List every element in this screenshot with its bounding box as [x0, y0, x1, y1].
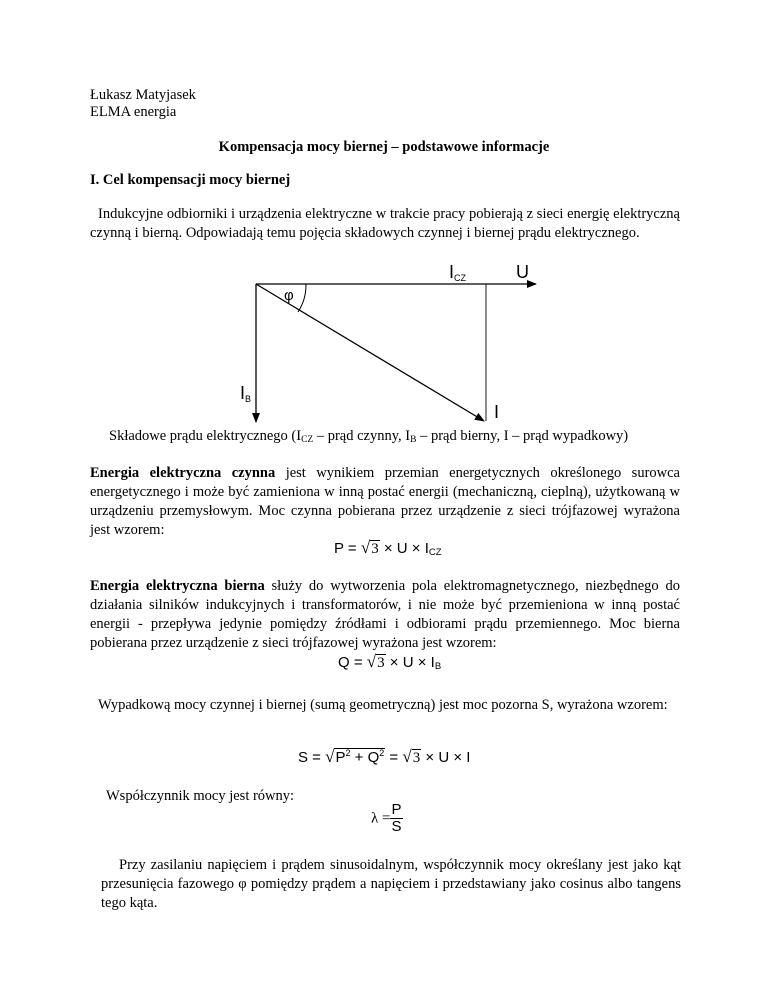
apparent-power-paragraph: Wypadkową mocy czynnej i biernej (sumą geometryczną) jest moc pozorna S, wyrażona wzorem: [98, 697, 668, 713]
label-icz: ICZ [449, 262, 467, 283]
label-phi: φ [284, 287, 294, 304]
label-i: I [494, 402, 500, 422]
diagram-caption: Składowe prądu elektrycznego ($I_{CZ}$ – prąd czynny, $I_B$ – prąd bierny, I – prąd wypadkowy) [109, 428, 629, 445]
current-vector-diagram [240, 258, 560, 430]
formula-apparent-power: $S = √P^2 + Q^2 = √3 \times U \times I$ [298, 747, 471, 766]
label-ib: IB [240, 383, 252, 404]
formula-reactive-power: $Q = √3 \times U \times I_B$ [338, 652, 442, 672]
active-energy-paragraph: Energia elektryczna czynna jest wynikiem przemian energetycznych określonego surowca energetycznego i może być zamieniona w inną postać energii (mechaniczną, cieplną), użytkowaną w urządzeniu przemysłowym. Moc czynna pobierana przez urządzenie z sieci trójfazowej wyrażona jest wzorem: [90, 465, 680, 538]
label-u: U [516, 262, 529, 282]
page-title: Kompensacja mocy biernej – podstawowe informacje [218, 139, 550, 155]
i-vector [256, 284, 484, 421]
power-factor-label: Współczynnik mocy jest równy: [106, 788, 295, 804]
reactive-energy-paragraph: Energia elektryczna bierna służy do wytworzenia pola elektromagnetycznego, niezbędnego do działania silników indukcyjnych i transformatorów, i nie może być przemieniona w inną postać energii - przepływa jedynie pomiędzy źródłami i odbiorami prądu przemiennego. Moc bierna pobierana przez urządzenie z sieci trójfazowej wyrażona jest wzorem: [90, 578, 680, 651]
formula-power-factor: λ = $\frac{P}{S}$ [371, 801, 402, 835]
author-name: Łukasz Matyjasek [90, 87, 196, 103]
phi-arc [298, 284, 306, 312]
section-heading: I. Cel kompensacji mocy biernej [90, 172, 291, 188]
intro-paragraph: Indukcyjne odbiorniki i urządzenia elektryczne w trakcie pracy pobierają z sieci energię elektryczną czynną i bierną. Odpowiadają temu pojęcia składowych czynnej i biernej prądu elektrycznego. [90, 206, 680, 241]
formula-active-power: $P = √3 \times U \times I_{CZ}$ [334, 538, 442, 558]
final-paragraph: Przy zasilaniu napięciem i prądem sinusoidalnym, współczynnik mocy określany jest jako kąt przesunięcia fazowego φ pomiędzy prądem a napięciem i przedstawiany jako cosinus albo tangens tego kąta. [101, 857, 681, 911]
author-company: ELMA energia [90, 104, 177, 120]
